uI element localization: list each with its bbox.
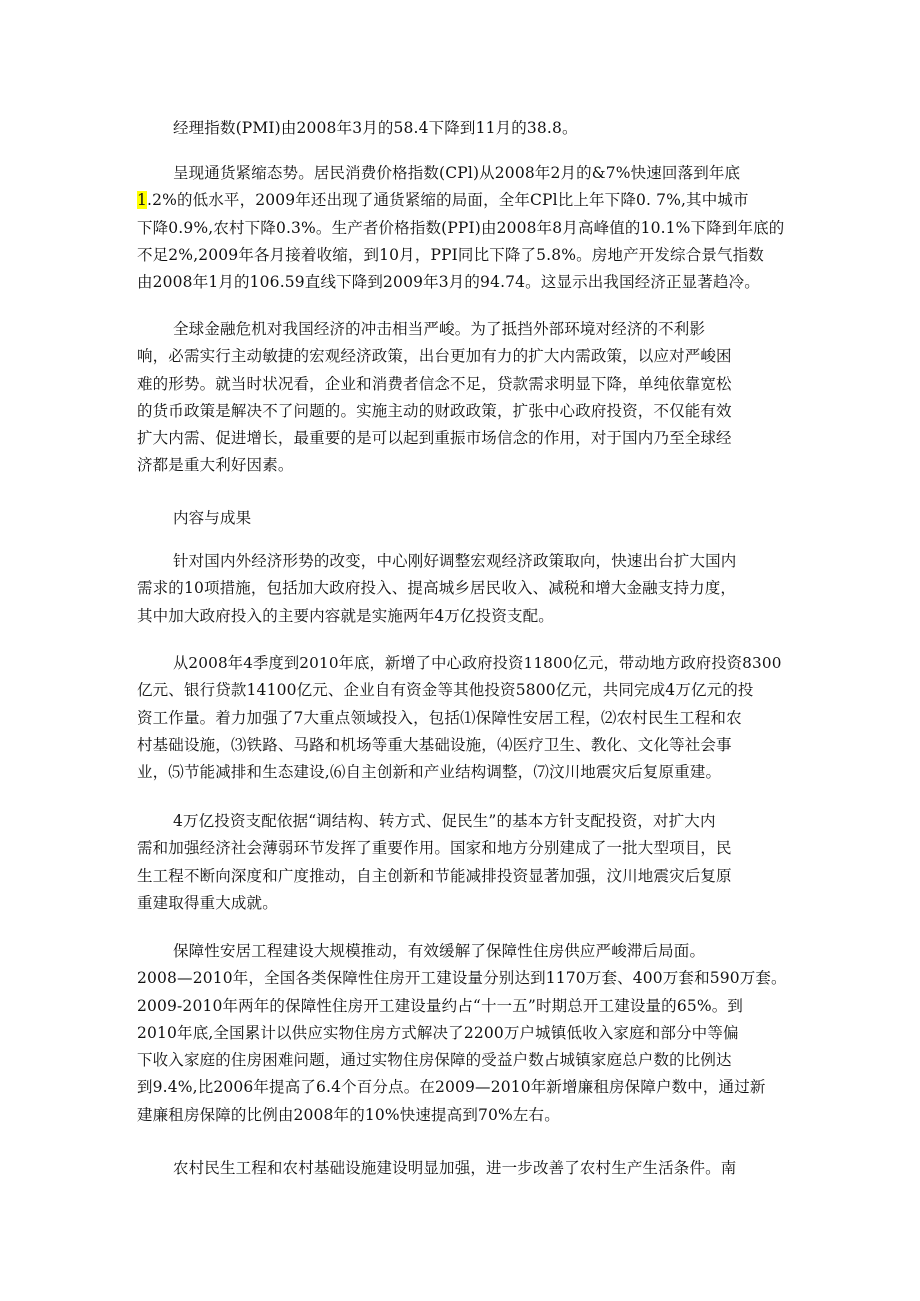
- text-line: 全球金融危机对我国经济的冲击相当严峻。为了抵挡外部环境对经济的不利影: [173, 320, 706, 338]
- highlight-mark: 1: [137, 191, 148, 210]
- text-line: 资工作量。着力加强了7大重点领域投入，包括⑴保障性安居工程，⑵农村民生工程和农: [137, 708, 742, 727]
- text-line: 下降0.9%,农村下降0.3%。生产者价格指数(PPI)由2008年8月高峰值的10.1%下降到年底的: [137, 218, 785, 237]
- text-line: 难的形势。就当时状况看，企业和消费者信念不足，贷款需求明显下降，单纯依靠宽松: [137, 374, 732, 393]
- text-line: 需求的10项措施，包括加大政府投入、提高城乡居民收入、减税和增大金融支持力度，: [137, 579, 737, 598]
- paragraph-rural: [137, 1155, 787, 1182]
- text-line: 亿元、银行贷款14100亿元、企业自有资金等其他投资5800亿元，共同完成4万亿元的投: [137, 681, 754, 700]
- text-line: 其中加大政府投入的主要内容就是实施两年4万亿投资支配。: [137, 606, 554, 625]
- text-line: 2008—2010年，全国各类保障性住房开工建设量分别达到1170万套、400万套和590万套。: [137, 969, 787, 988]
- text-line: 不足2%,2009年各月接着收缩，到10月，PPI同比下降了5.8%。房地产开发综合景气指数: [137, 245, 764, 264]
- text-line: 2009-2010年两年的保障性住房开工建设量约占“十一五”时期总开工建设量的65%。到: [137, 996, 744, 1015]
- paragraph-measures: [137, 548, 787, 630]
- paragraph-deflation: [137, 160, 787, 296]
- text-line: 业，⑸节能减排和生态建设,⑹自主创新和产业结构调整，⑺汶川地震灾后复原重建。: [137, 763, 722, 782]
- text-line: 的货币政策是解决不了问题的。实施主动的财政政策，扩张中心政府投资，不仅能有效: [137, 401, 732, 420]
- text-line: 针对国内外经济形势的改变，中心刚好调整宏观经济政策取向，快速出台扩大国内: [173, 552, 737, 570]
- text-line: 济都是重大利好因素。: [137, 456, 294, 475]
- text-line: 需和加强经济社会薄弱环节发挥了重要作用。国家和地方分别建成了一批大型项目，民: [137, 839, 732, 858]
- text-line: 经理指数(PMI)由2008年3月的58.4下降到11月的38.8。: [173, 119, 578, 137]
- text-line: 4万亿投资支配依据“调结构、转方式、促民生”的基本方针支配投资，对扩大内: [173, 812, 716, 830]
- text-line: 2010年底,全国累计以供应实物住房方式解决了2200万户城镇低收入家庭和部分中等偏: [137, 1023, 739, 1042]
- text-line: 保障性安居工程建设大规模推动，有效缓解了保障性住房供应严峻滞后局面。: [173, 942, 706, 960]
- section-heading: [137, 505, 787, 532]
- text-line: 生工程不断向深度和广度推动，自主创新和节能减排投资显著加强，汶川地震灾后复原: [137, 866, 732, 885]
- text-line: 下收入家庭的住房困难问题，通过实物住房保障的受益户数占城镇家庭总户数的比例达: [137, 1051, 732, 1070]
- paragraph-financial-crisis: [137, 316, 787, 480]
- text-line: 扩大内需、促进增长，最重要的是可以起到重振市场信念的作用，对于国内乃至全球经: [137, 429, 732, 448]
- text-line-highlighted: 1.2%的低水平，2009年还出现了通货紧缩的局面，全年CPl比上年下降0. 7%,其中城市: [137, 191, 749, 210]
- text-line: 呈现通货紧缩态势。居民消费价格指数(CPl)从2008年2月的&7%快速回落到年底: [173, 164, 741, 182]
- text-line: 建廉租房保障的比例由2008年的10%快速提高到70%左右。: [137, 1105, 560, 1124]
- text-line: 由2008年1月的106.59直线下降到2009年3月的94.74。这显示出我国经济正显著趋冷。: [137, 273, 760, 292]
- text-line: 从2008年4季度到2010年底，新增了中心政府投资11800亿元，带动地方政府投资8300: [173, 654, 782, 672]
- paragraph-investment: [137, 650, 787, 786]
- text-line: 到9.4%,比2006年提高了6.4个百分点。在2009—2010年新增廉租房保障户数中，通过新: [137, 1078, 766, 1097]
- text-line: 农村民生工程和农村基础设施建设明显加强，进一步改善了农村生产生活条件。南: [173, 1159, 737, 1177]
- paragraph-pmi: [137, 115, 787, 142]
- paragraph-housing: [137, 938, 787, 1129]
- text-line: 村基础设施，⑶铁路、马路和机场等重大基础设施，⑷医疗卫生、教化、文化等社会事: [137, 735, 732, 754]
- text-line: 响，必需实行主动敏捷的宏观经济政策，出台更加有力的扩大内需政策，以应对严峻困: [137, 347, 732, 366]
- text-line: 重建取得重大成就。: [137, 893, 278, 912]
- heading-text: 内容与成果: [173, 509, 252, 527]
- paragraph-policy: [137, 808, 787, 917]
